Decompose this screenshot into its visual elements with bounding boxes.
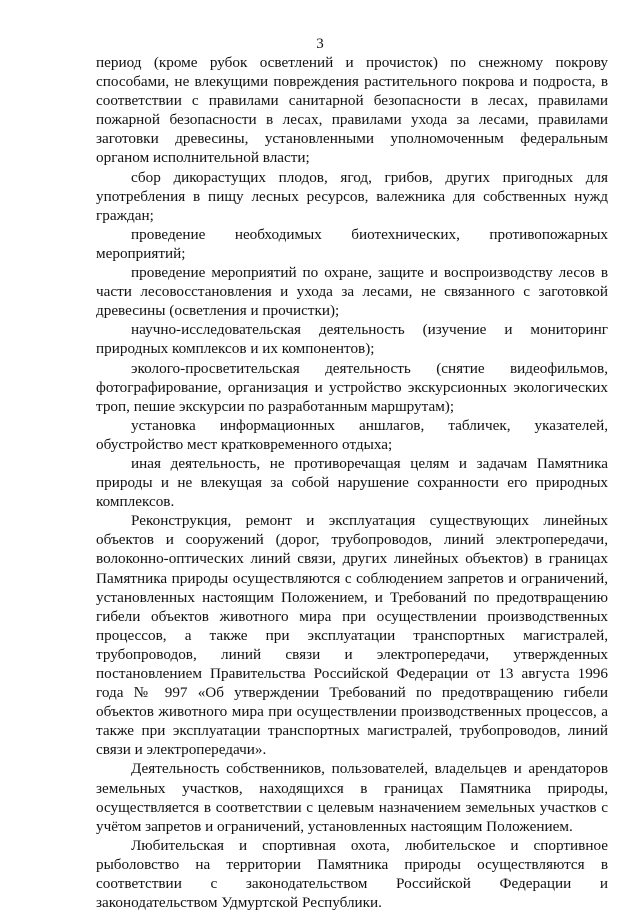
document-body bbox=[96, 53, 608, 912]
paragraph: Реконструкция, ремонт и эксплуатация существующих линейных объектов и сооружений (дорог, трубопроводов, линий электропередачи, волоконно-оптических линий связи, других линейных объектов) в границах Памятника природы осуществляются с соблюдением запретов и ограничений, установленных настоящим Положением, и Требований по предотвращению гибели объектов животного мира при осуществлении производственных процессов, а также при эксплуатации транспортных магистралей, трубопроводов, линий связи и электропередачи, утвержденных постановлением Правительства Российской Федерации от 13 августа 1996 года № 997 «Об утверждении Требований по предотвращению гибели объектов животного мира при осуществлении производственных процессов, а также при эксплуатации транспортных магистралей, трубопроводов, линий связи и электропередачи». bbox=[96, 512, 608, 759]
paragraph: иная деятельность, не противоречащая целям и задачам Памятника природы и не влекущая за собой нарушение сохранности его природных комплексов. bbox=[96, 454, 608, 511]
paragraph: проведение мероприятий по охране, защите и воспроизводству лесов в части лесовосстановления и ухода за лесами, не связанного с заготовкой древесины (осветления и прочистки); bbox=[96, 264, 608, 320]
paragraph: научно-исследовательская деятельность (изучение и мониторинг природных комплексов и их компонентов); bbox=[96, 321, 608, 358]
paragraph: эколого-просветительская деятельность (снятие видеофильмов, фотографирование, организация и устройство экскурсионных экологических троп, пешие экскурсии по разработанным маршрутам); bbox=[96, 359, 608, 415]
paragraph: сбор дикорастущих плодов, ягод, грибов, других пригодных для употребления в пищу лесных ресурсов, валежника для собственных нужд граждан; bbox=[96, 168, 608, 224]
paragraph: проведение необходимых биотехнических, противопожарных мероприятий; bbox=[96, 225, 608, 262]
paragraph: Деятельность собственников, пользователей, владельцев и арендаторов земельных участков, находящихся в границах Памятника природы, осуществляется в соответствии с целевым назначением земельных участков с учётом запретов и ограничений, установленных настоящим Положением. bbox=[96, 760, 608, 835]
paragraph: Любительская и спортивная охота, любительское и спортивное рыболовство на территории Памятника природы осуществляются в соответствии с законодательством Российской Федерации и законодательством Удмуртской Республики. bbox=[96, 836, 608, 912]
paragraph: установка информационных аншлагов, табличек, указателей, обустройство мест кратковременного отдыха; bbox=[96, 416, 608, 453]
page-number: 3 bbox=[316, 36, 324, 52]
paragraph-continuation: период (кроме рубок осветлений и прочисток) по снежному покрову способами, не влекущими повреждения растительного покрова и подроста, в соответствии с правилами санитарной безопасности в лесах, правилами пожарной безопасности в лесах, правилами ухода за лесами, правилами заготовки древесины, установленными уполномоченным федеральным органом исполнительной власти; bbox=[96, 54, 608, 167]
